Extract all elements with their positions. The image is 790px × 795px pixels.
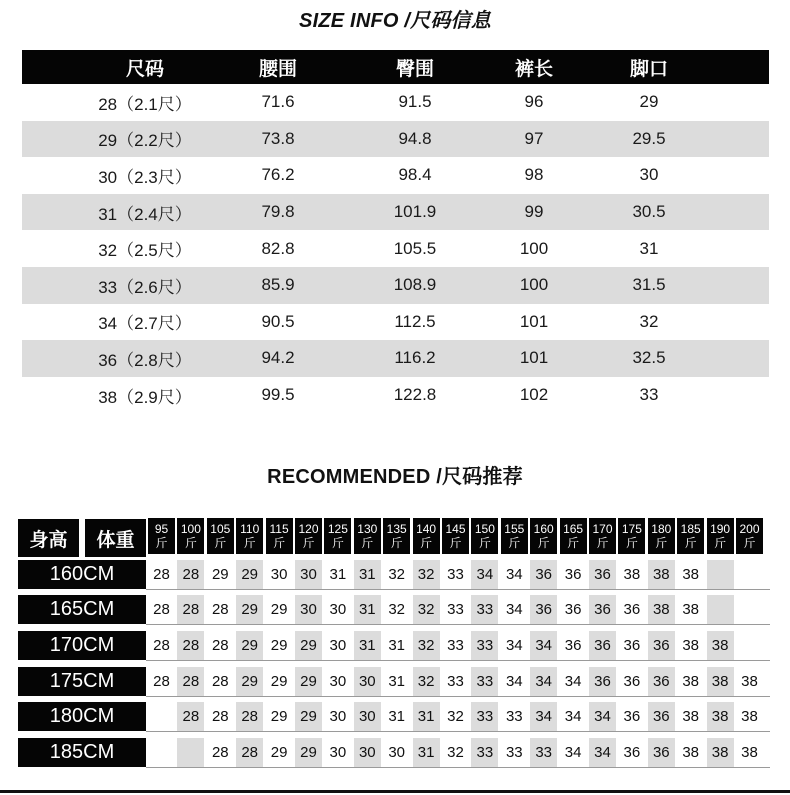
height-label: 175CM [18, 667, 146, 696]
row-divider [146, 696, 770, 697]
recommended-header-row [18, 517, 770, 557]
size-recommendation-cell: 33 [505, 744, 523, 761]
size-recommendation-cell: 28 [236, 738, 263, 767]
weight-column-header [383, 518, 410, 554]
size-recommendation-cell: 32 [388, 566, 406, 583]
leg-opening-cell: 32 [639, 311, 659, 331]
weight-column-header [589, 518, 616, 554]
size-recommendation-cell: 32 [413, 631, 440, 660]
size-recommendation-cell: 36 [648, 702, 675, 731]
size-recommendation-cell: 36 [589, 631, 616, 660]
size-recommendation-cell: 34 [564, 744, 582, 761]
size-recommendation-cell: 28 [153, 673, 170, 690]
height-label: 185CM [18, 738, 146, 767]
size-info-table [22, 50, 769, 413]
size-recommendation-cell: 31 [388, 673, 406, 690]
size-recommendation-cell: 31 [413, 702, 440, 731]
size-recommendation-cell: 38 [648, 595, 675, 624]
waist-cell: 90.5 [261, 311, 295, 331]
size-recommendation-cell: 34 [589, 738, 616, 767]
weight-value: 155 [504, 522, 525, 536]
row-divider [146, 731, 770, 732]
weight-value: 175 [621, 522, 642, 536]
size-recommendation-cell: 28 [177, 595, 204, 624]
size-recommendation-cell: 34 [505, 566, 523, 583]
size-recommendation-cell: 34 [505, 601, 523, 618]
size-recommendation-cell: 29 [270, 708, 288, 725]
size-recommendation-cell: 36 [623, 601, 641, 618]
table-row [18, 667, 770, 697]
size-recommendation-cell: 29 [236, 631, 263, 660]
size-recommendation-cell: 38 [707, 702, 734, 731]
hip-cell: 98.4 [398, 165, 432, 185]
leg-opening-cell: 29.5 [632, 128, 666, 148]
hip-cell: 116.2 [394, 348, 436, 368]
size-recommendation-cell: 31 [388, 637, 406, 654]
size-recommendation-cell [707, 595, 734, 624]
size-recommendation-cell: 34 [530, 702, 557, 731]
hip-cell: 94.8 [398, 128, 432, 148]
weight-value: 145 [445, 522, 466, 536]
size-recommendation-cell: 36 [589, 560, 616, 589]
length-cell: 102 [519, 385, 549, 405]
weight-value: 125 [327, 522, 348, 536]
size-recommendation-cell: 34 [505, 637, 523, 654]
size-recommendation-cell: 29 [270, 601, 288, 618]
weight-column-header [324, 518, 351, 554]
size-recommendation-cell: 28 [177, 667, 204, 696]
size-recommendation-cell: 38 [707, 667, 734, 696]
weight-column-header [618, 518, 645, 554]
size-recommendation-cell [148, 738, 175, 767]
weight-unit: 斤 [420, 536, 433, 550]
length-cell: 101 [519, 311, 549, 331]
bottom-divider [0, 790, 790, 793]
size-recommendation-cell: 31 [329, 566, 347, 583]
weight-value: 200 [739, 522, 760, 536]
table-row [18, 595, 770, 625]
weight-value: 120 [298, 522, 319, 536]
hip-cell: 105.5 [393, 238, 437, 258]
leg-opening-cell: 30 [639, 165, 659, 185]
size-recommendation-cell: 28 [177, 631, 204, 660]
size-recommendation-cell: 30 [270, 566, 288, 583]
table-row [22, 230, 769, 267]
size-info-header-row [22, 50, 769, 84]
size-recommendation-cell: 38 [682, 637, 700, 654]
size-recommendation-cell: 36 [648, 667, 675, 696]
size-recommendation-cell: 36 [564, 601, 582, 618]
size-recommendation-cell: 30 [329, 708, 347, 725]
row-divider [146, 624, 770, 625]
length-cell: 100 [519, 238, 549, 258]
size-recommendation-cell [736, 595, 763, 624]
weight-column-header [266, 518, 293, 554]
size-recommendation-cell: 33 [471, 702, 498, 731]
size-cell: 30（2.3尺） [98, 167, 192, 187]
size-cell: 36（2.8尺） [98, 350, 192, 370]
length-cell: 98 [524, 165, 544, 185]
size-recommendation-cell: 33 [530, 738, 557, 767]
weight-unit: 斤 [243, 536, 256, 550]
size-recommendation-cell: 34 [530, 667, 557, 696]
height-label: 160CM [18, 560, 146, 589]
length-cell: 100 [519, 275, 549, 295]
size-recommendation-cell: 29 [236, 560, 263, 589]
weight-unit: 斤 [567, 536, 580, 550]
weight-unit: 斤 [596, 536, 609, 550]
leg-opening-cell: 31.5 [632, 275, 666, 295]
size-recommendation-cell: 38 [682, 708, 700, 725]
weight-value: 110 [240, 522, 260, 536]
length-cell: 99 [524, 202, 544, 222]
hip-cell: 108.9 [393, 275, 437, 295]
size-recommendation-cell: 33 [471, 667, 498, 696]
size-recommendation-cell: 30 [329, 637, 347, 654]
size-recommendation-cell: 28 [211, 637, 229, 654]
weight-value: 115 [269, 522, 289, 536]
size-recommendation-cell: 36 [530, 595, 557, 624]
table-row [18, 702, 770, 732]
row-divider [146, 589, 770, 590]
size-recommendation-cell [736, 631, 763, 660]
weight-column-header [177, 518, 204, 554]
size-recommendation-cell: 28 [177, 702, 204, 731]
weight-column-header [648, 518, 675, 554]
table-row [18, 631, 770, 661]
weight-value: 150 [474, 522, 495, 536]
table-row [22, 377, 769, 414]
size-recommendation-cell: 28 [236, 702, 263, 731]
weight-unit: 斤 [684, 536, 697, 550]
weight-unit: 斤 [743, 536, 756, 550]
size-recommendation-cell: 36 [623, 744, 641, 761]
weight-column-header [295, 518, 322, 554]
size-recommendation-cell: 28 [153, 637, 170, 654]
size-recommendation-cell: 38 [623, 566, 641, 583]
size-recommendation-cell: 31 [413, 738, 440, 767]
size-cell: 33（2.6尺） [98, 277, 192, 297]
weight-value: 135 [386, 522, 407, 536]
weight-unit: 斤 [508, 536, 521, 550]
size-recommendation-cell: 32 [413, 560, 440, 589]
size-recommendation-cell: 33 [447, 566, 464, 583]
weight-value: 140 [416, 522, 437, 536]
weight-column-header [707, 518, 734, 554]
height-label: 170CM [18, 631, 146, 660]
size-recommendation-cell: 30 [388, 744, 406, 761]
table-row [22, 340, 769, 377]
weight-value: 165 [563, 522, 584, 536]
size-recommendation-cell: 32 [388, 601, 406, 618]
leg-opening-cell: 31 [639, 238, 659, 258]
table-row [22, 304, 769, 341]
weight-value: 190 [710, 522, 731, 536]
size-recommendation-cell: 38 [741, 708, 758, 725]
weight-value: 105 [210, 522, 231, 536]
weight-column-header [677, 518, 704, 554]
size-recommendation-cell: 34 [564, 708, 582, 725]
size-recommendation-cell: 30 [354, 702, 381, 731]
size-recommendation-cell [736, 560, 763, 589]
size-cell: 31（2.4尺） [98, 204, 192, 224]
weight-value: 130 [357, 522, 378, 536]
height-label: 165CM [18, 595, 146, 624]
weight-unit: 斤 [478, 536, 491, 550]
hip-cell: 91.5 [398, 92, 432, 112]
size-recommendation-cell [148, 702, 175, 731]
waist-cell: 99.5 [261, 385, 295, 405]
size-recommendation-cell: 38 [741, 744, 758, 761]
size-recommendation-cell: 28 [153, 601, 170, 618]
size-recommendation-cell: 36 [623, 708, 641, 725]
waist-cell: 71.6 [261, 92, 295, 112]
size-recommendation-cell: 29 [295, 631, 322, 660]
size-recommendation-cell: 32 [447, 744, 464, 761]
size-recommendation-cell: 30 [329, 744, 347, 761]
weight-value: 170 [592, 522, 613, 536]
weight-unit: 斤 [390, 536, 403, 550]
size-recommendation-cell: 38 [707, 631, 734, 660]
size-recommendation-cell: 33 [471, 595, 498, 624]
size-recommendation-cell: 38 [682, 673, 700, 690]
table-row [22, 267, 769, 304]
weight-unit: 斤 [331, 536, 344, 550]
weight-column-header [207, 518, 234, 554]
header-leg-opening: 脚口 [629, 58, 668, 80]
size-recommendation-cell: 32 [447, 708, 464, 725]
size-recommendation-cell: 29 [211, 566, 229, 583]
recommended-title: RECOMMENDED /尺码推荐 [267, 466, 523, 488]
size-recommendation-cell: 36 [564, 637, 582, 654]
size-recommendation-cell: 29 [236, 667, 263, 696]
size-info-title: SIZE INFO /尺码信息 [299, 10, 491, 32]
size-recommendation-cell: 36 [648, 738, 675, 767]
weight-unit: 斤 [625, 536, 638, 550]
size-recommendation-cell: 32 [413, 595, 440, 624]
weight-column-header [236, 518, 263, 554]
size-recommendation-cell: 30 [295, 560, 322, 589]
size-recommendation-cell: 30 [295, 595, 322, 624]
weight-unit: 斤 [655, 536, 668, 550]
header-waist: 腰围 [258, 58, 297, 80]
header-length: 裤长 [514, 58, 553, 80]
size-recommendation-cell: 36 [623, 673, 641, 690]
weight-unit: 斤 [273, 536, 286, 550]
weight-unit: 斤 [155, 536, 168, 550]
length-cell: 101 [519, 348, 549, 368]
leg-opening-cell: 30.5 [632, 202, 666, 222]
size-cell: 29（2.2尺） [98, 131, 192, 151]
size-recommendation-cell: 34 [471, 560, 498, 589]
table-row [18, 738, 770, 768]
size-recommendation-cell: 28 [211, 708, 229, 725]
weight-unit: 斤 [184, 536, 197, 550]
waist-cell: 73.8 [261, 128, 295, 148]
size-recommendation-cell: 30 [329, 673, 347, 690]
leg-opening-cell: 33 [639, 385, 659, 405]
leg-opening-cell: 32.5 [632, 348, 666, 368]
weight-column-header [736, 518, 763, 554]
size-recommendation-cell: 29 [270, 744, 288, 761]
weight-column-header [530, 518, 557, 554]
size-recommendation-cell: 28 [177, 560, 204, 589]
size-recommendation-cell: 36 [589, 595, 616, 624]
size-recommendation-cell: 38 [648, 560, 675, 589]
size-recommendation-cell: 30 [354, 738, 381, 767]
waist-cell: 79.8 [261, 202, 295, 222]
size-recommendation-cell: 38 [682, 566, 700, 583]
hip-cell: 122.8 [393, 385, 437, 405]
size-recommendation-cell: 30 [354, 667, 381, 696]
size-cell: 28（2.1尺） [98, 94, 192, 114]
weight-column-header [471, 518, 498, 554]
weight-value: 160 [533, 522, 554, 536]
table-row [18, 560, 770, 590]
size-recommendation-cell: 38 [682, 744, 700, 761]
size-recommendation-cell: 33 [505, 708, 523, 725]
hip-cell: 112.5 [394, 311, 436, 331]
weight-column-header [560, 518, 587, 554]
weight-unit: 斤 [302, 536, 315, 550]
size-recommendation-cell: 33 [471, 631, 498, 660]
height-label: 180CM [18, 702, 146, 731]
weight-value: 100 [180, 522, 201, 536]
size-recommendation-cell: 29 [295, 667, 322, 696]
size-recommendation-cell: 28 [211, 744, 229, 761]
weight-unit: 斤 [361, 536, 374, 550]
size-recommendation-cell: 31 [354, 560, 381, 589]
size-recommendation-cell: 32 [413, 667, 440, 696]
size-recommendation-cell: 29 [295, 702, 322, 731]
weight-value: 95 [154, 522, 169, 536]
header-size: 尺码 [125, 58, 164, 80]
size-recommendation-cell: 28 [211, 673, 229, 690]
weight-unit: 斤 [449, 536, 462, 550]
table-row [22, 84, 769, 121]
weight-value: 180 [651, 522, 672, 536]
weight-column-header [148, 518, 175, 554]
size-recommendation-cell: 34 [589, 702, 616, 731]
size-recommendation-cell: 29 [295, 738, 322, 767]
size-cell: 38（2.9尺） [98, 387, 192, 407]
size-recommendation-cell [177, 738, 204, 767]
weight-column-header [413, 518, 440, 554]
length-cell: 97 [524, 128, 544, 148]
size-cell: 32（2.5尺） [98, 241, 192, 261]
weight-value: 185 [680, 522, 701, 536]
weight-unit: 斤 [537, 536, 550, 550]
size-recommendation-cell: 36 [623, 637, 641, 654]
size-recommendation-cell: 38 [741, 673, 758, 690]
size-recommendation-cell: 38 [682, 601, 700, 618]
size-recommendation-cell: 30 [329, 601, 347, 618]
size-recommendation-cell: 31 [354, 595, 381, 624]
weight-header: 体重 [85, 519, 146, 557]
weight-column-header [442, 518, 469, 554]
height-header: 身高 [18, 519, 79, 557]
waist-cell: 76.2 [261, 165, 295, 185]
size-recommendation-cell: 33 [447, 601, 464, 618]
size-recommendation-cell: 33 [447, 673, 464, 690]
weight-unit: 斤 [214, 536, 227, 550]
hip-cell: 101.9 [393, 202, 437, 222]
size-recommendation-cell: 33 [447, 637, 464, 654]
size-recommendation-cell: 29 [270, 637, 288, 654]
weight-unit: 斤 [714, 536, 727, 550]
length-cell: 96 [524, 92, 544, 112]
leg-opening-cell: 29 [639, 92, 659, 112]
size-recommendation-cell: 34 [505, 673, 523, 690]
size-info-rows [22, 84, 769, 413]
header-hip: 臀围 [395, 58, 434, 80]
size-recommendation-cell: 29 [236, 595, 263, 624]
size-recommendation-cell: 28 [211, 601, 229, 618]
waist-cell: 82.8 [261, 238, 295, 258]
size-recommendation-cell: 34 [564, 673, 582, 690]
size-recommendation-cell: 34 [530, 631, 557, 660]
row-divider [146, 660, 770, 661]
waist-cell: 85.9 [261, 275, 295, 295]
size-recommendation-cell [707, 560, 734, 589]
weight-column-header [501, 518, 528, 554]
table-row [22, 121, 769, 158]
size-cell: 34（2.7尺） [98, 314, 192, 334]
size-recommendation-cell: 36 [564, 566, 582, 583]
size-recommendation-cell: 31 [388, 708, 406, 725]
size-recommendation-cell: 38 [707, 738, 734, 767]
size-recommendation-cell: 33 [471, 738, 498, 767]
table-row [22, 194, 769, 231]
size-recommendation-cell: 31 [354, 631, 381, 660]
size-recommendation-cell: 36 [530, 560, 557, 589]
size-recommendation-cell: 29 [270, 673, 288, 690]
waist-cell: 94.2 [261, 348, 295, 368]
size-recommendation-cell: 28 [153, 566, 170, 583]
row-divider [146, 767, 770, 768]
table-row [22, 157, 769, 194]
size-recommendation-cell: 36 [648, 631, 675, 660]
size-recommendation-cell: 36 [589, 667, 616, 696]
weight-column-header [354, 518, 381, 554]
